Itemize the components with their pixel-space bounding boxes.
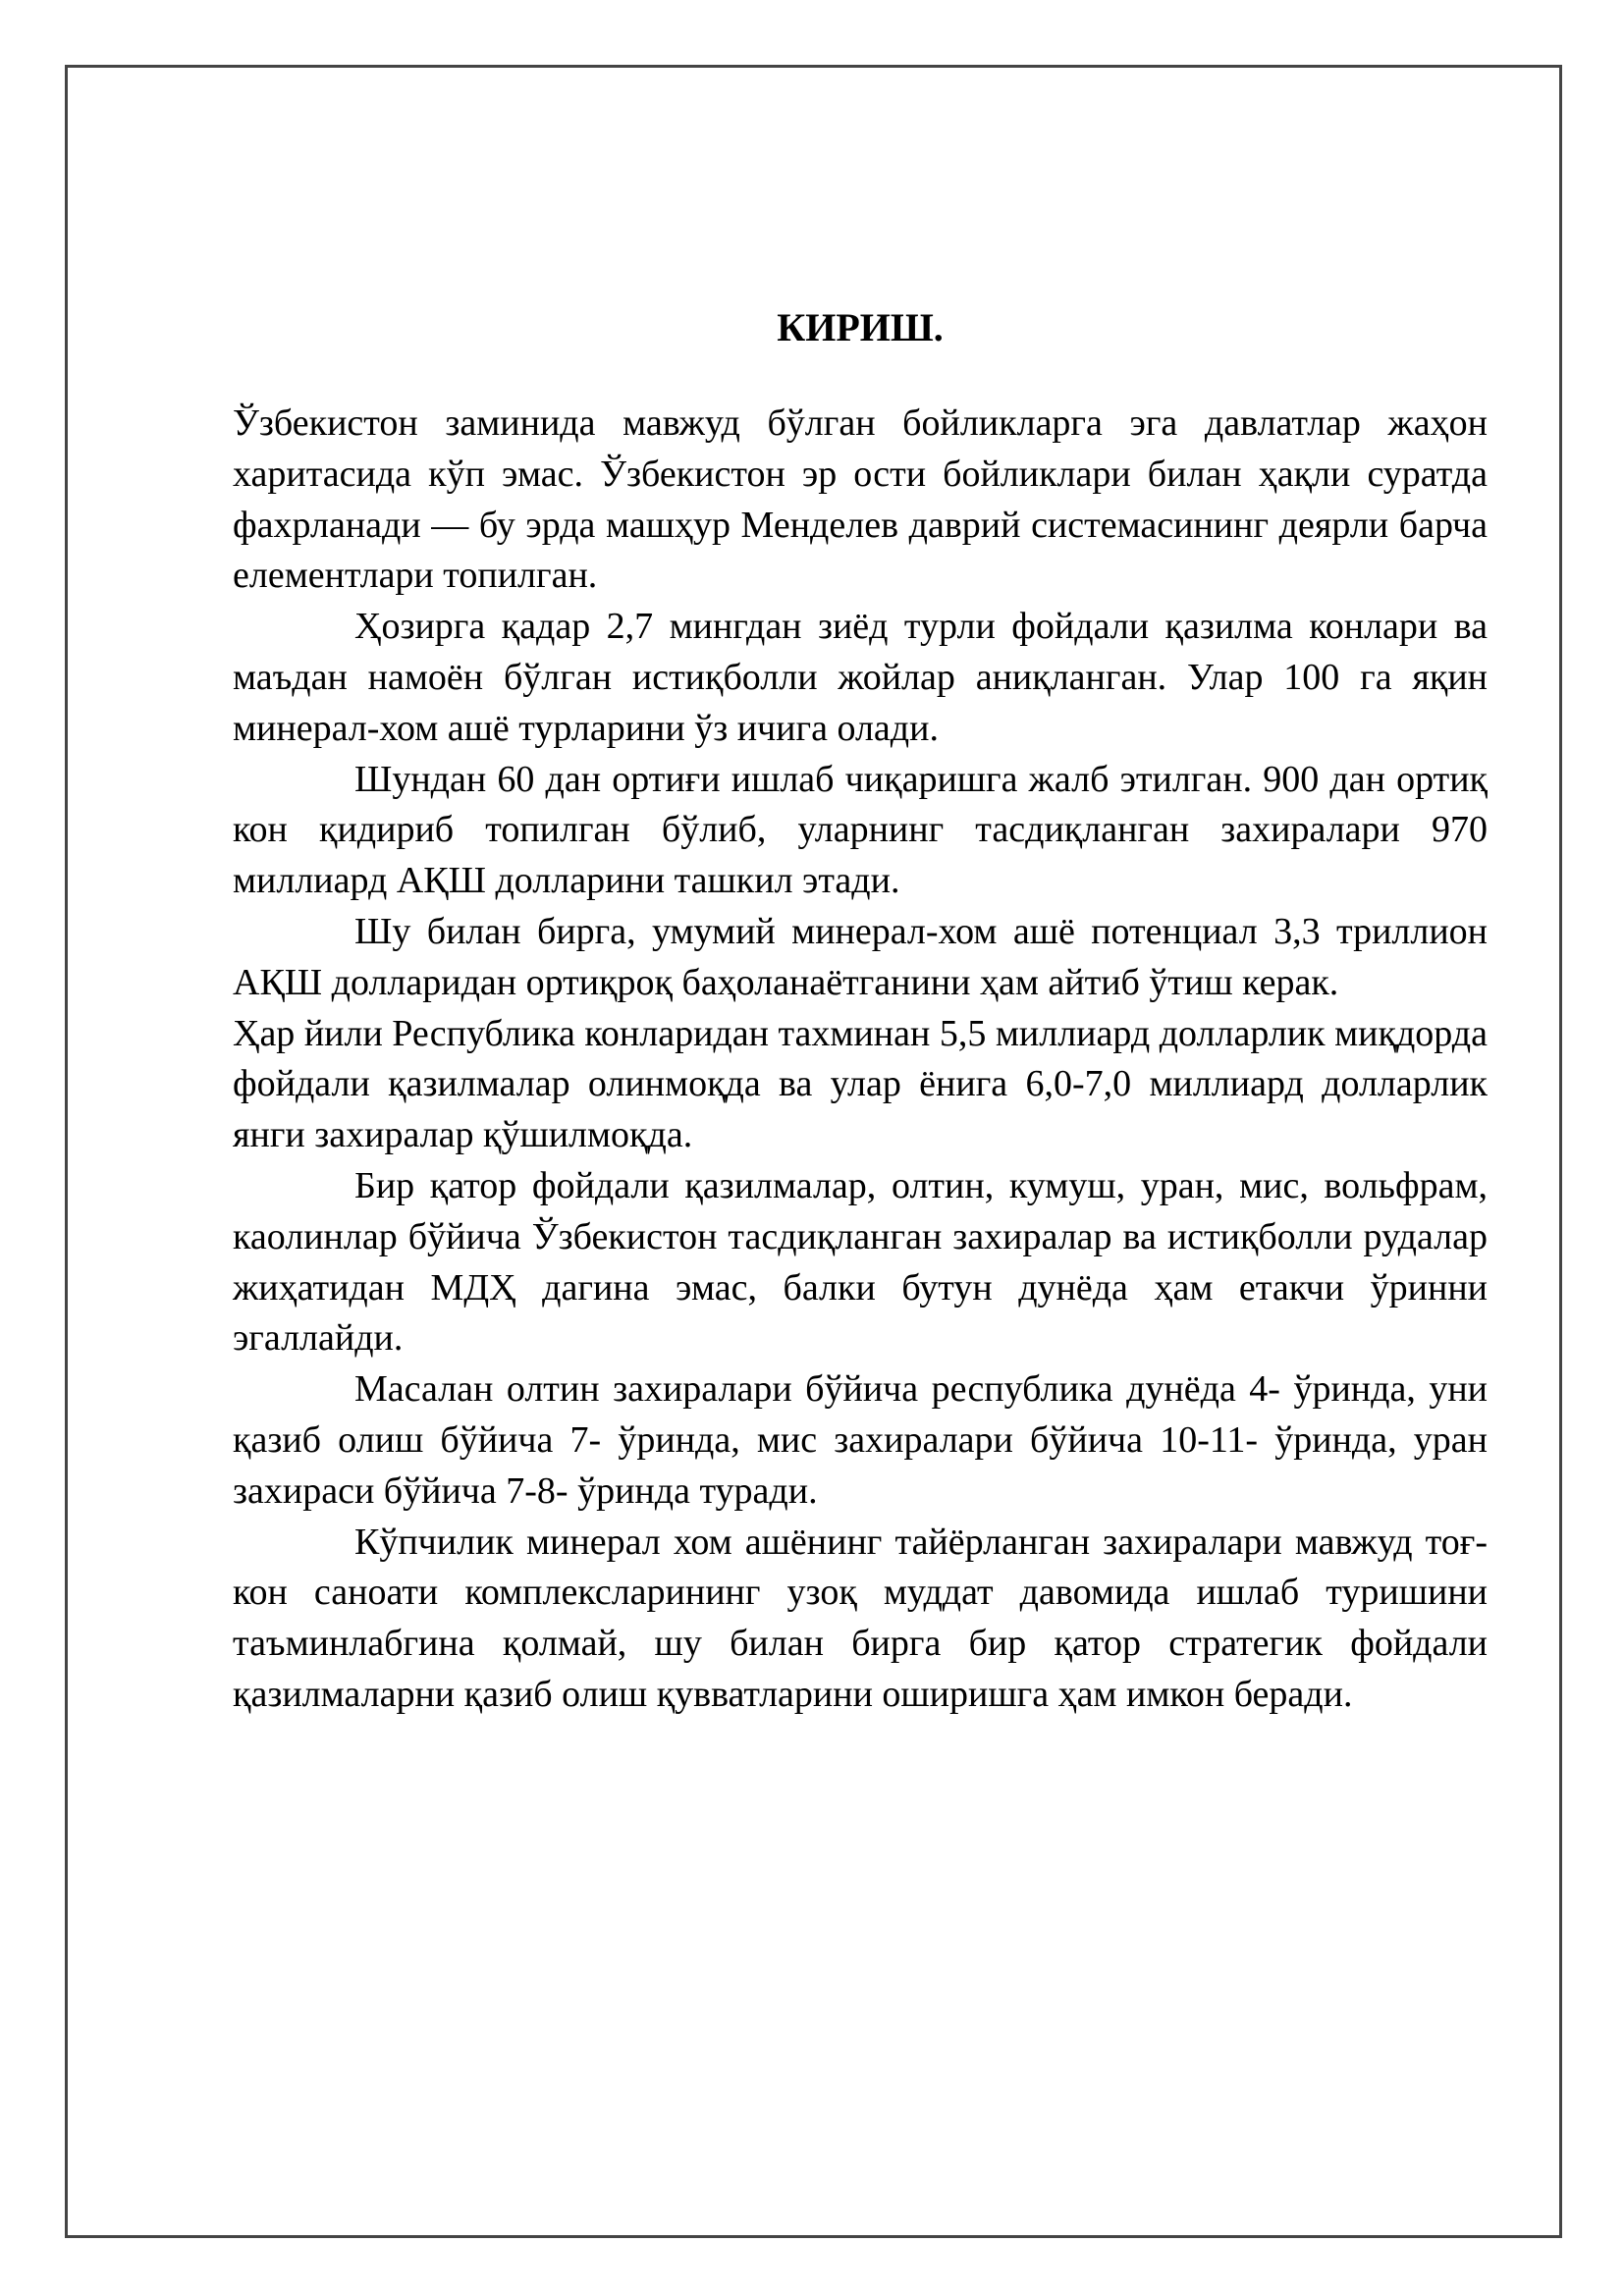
document-title: КИРИШ. <box>777 305 944 349</box>
paragraph-6: Бир қатор фойдали қазилмалар, олтин, кумуш, уран, мис, вольфрам, каолинлар бўйича Ўзбекистон тасдиқланган захиралар ва истиқболли рудалар жиҳатидан МДҲ дагина эмас, балки бутун дунёда ҳам етакчи ўринни эгаллайди. <box>233 1164 1488 1360</box>
paragraph-1: Ўзбекистон заминида мавжуд бўлган бойликларга эга давлатлар жаҳон харитасида кўп эмас. Ўзбекистон эр ости бойликлари билан ҳақли суратда фахрланади — бу эрда машҳур Менделев даврий системасининг деярли барча елементлари топилган. <box>233 402 1488 597</box>
paragraph-5: Ҳар йили Республика конларидан тахминан 5,5 миллиард долларлик миқдорда фойдали қазилмалар олинмоқда ва улар ёнига 6,0-7,0 миллиард долларлик янги захиралар қўшилмоқда. <box>233 1012 1488 1156</box>
document-body <box>233 399 1488 1721</box>
paragraph-8: Кўпчилик минерал хом ашёнинг тайёрланган захиралари мавжуд тоғ-кон саноати комплексларининг узоқ муддат давомида ишлаб туришини таъминлабгина қолмай, шу билан бирга бир қатор стратегик фойдали қазилмаларни қазиб олиш қувватларини оширишга ҳам имкон беради. <box>233 1521 1488 1715</box>
paragraph-3: Шундан 60 дан ортиғи ишлаб чиқаришга жалб этилган. 900 дан ортиқ кон қидириб топилган бўлиб, уларнинг тасдиқланган захиралари 970 миллиард АҚШ долларини ташкил этади. <box>233 758 1488 902</box>
paragraph-4: Шу билан бирга, умумий минерал-хом ашё потенциал 3,3 триллион АҚШ долларидан ортиқроқ баҳоланаётганини ҳам айтиб ўтиш керак. <box>233 910 1488 1003</box>
paragraph-7: Масалан олтин захиралари бўйича республика дунёда 4- ўринда, уни қазиб олиш бўйича 7- ўринда, мис захиралари бўйича 10-11- ўринда, уран захираси бўйича 7-8- ўринда туради. <box>233 1368 1488 1512</box>
paragraph-2: Ҳозирга қадар 2,7 мингдан зиёд турли фойдали қазилма конлари ва маъдан намоён бўлган истиқболли жойлар аниқланган. Улар 100 га яқин минерал-хом ашё турларини ўз ичига олади. <box>233 606 1488 749</box>
